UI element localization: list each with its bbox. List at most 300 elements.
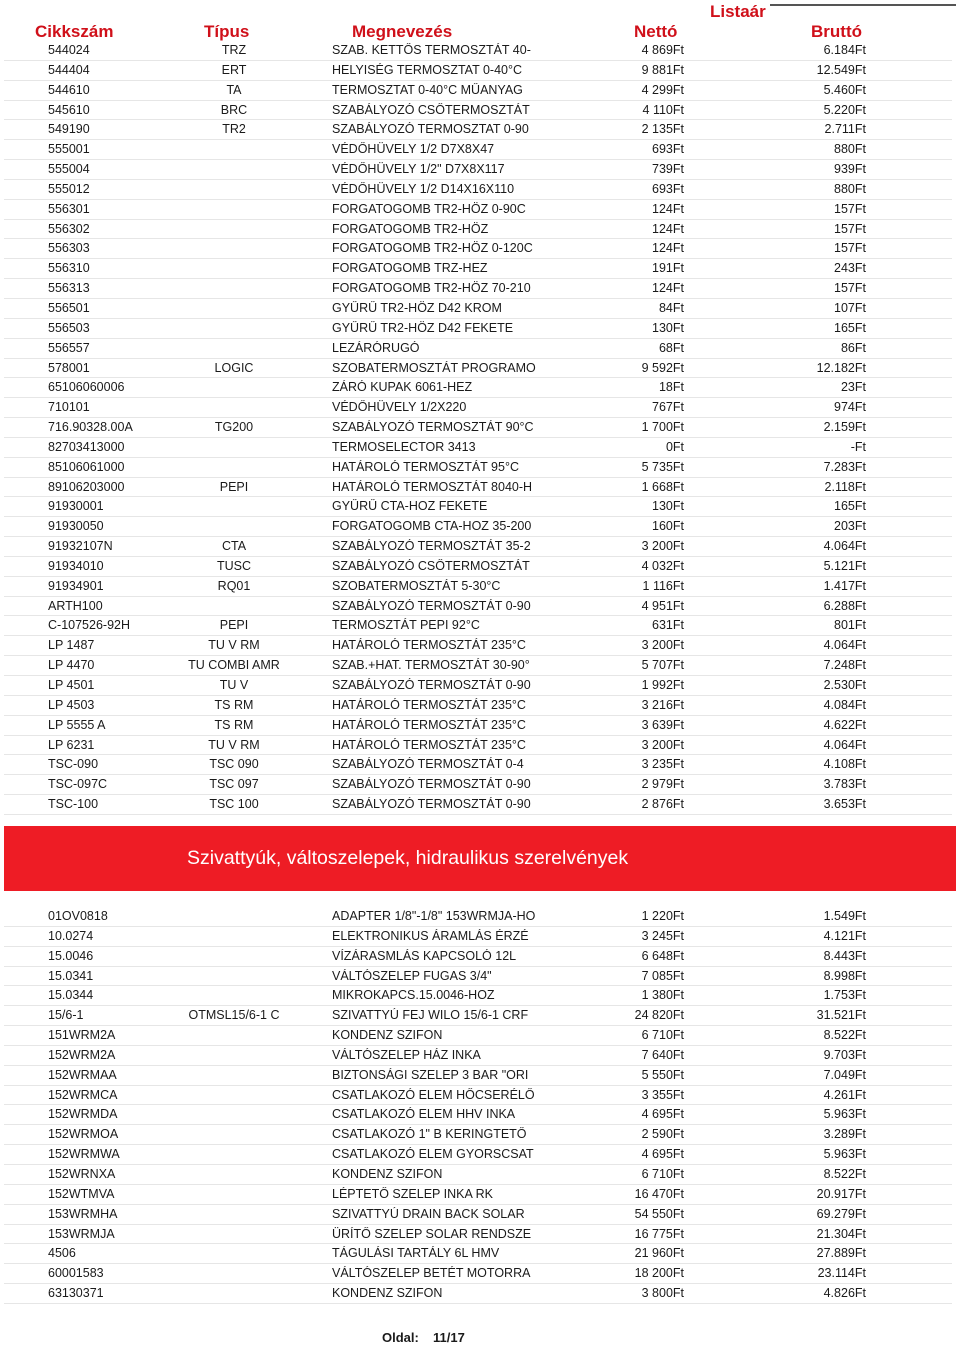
item-name: SZABÁLYOZÓ CSŐTERMOSZTÁT [332, 558, 530, 573]
item-code: 152WRMOA [48, 1127, 119, 1142]
item-name: KONDENZ SZIFON [332, 1028, 443, 1043]
item-code: 15.0046 [48, 948, 94, 963]
item-code: 152WRM2A [48, 1047, 116, 1062]
item-net-price: 16 775Ft [634, 1226, 684, 1241]
item-net-price: 6 710Ft [641, 1166, 684, 1181]
item-net-price: 4 110Ft [642, 102, 684, 117]
table-row [4, 458, 952, 478]
item-code: TSC-097C [48, 777, 108, 792]
item-type: TU V RM [208, 737, 260, 752]
item-name: SZABÁLYOZÓ TERMOSZTÁT 0-90 [332, 598, 531, 613]
item-name: VÉDŐHÜVELY 1/2 D14X16X110 [332, 181, 515, 196]
table-row [4, 200, 952, 220]
item-name: VÍZÁRASMLÁS KAPCSOLÓ 12L [332, 948, 517, 963]
item-gross-price: 157Ft [834, 201, 866, 216]
item-name: FORGATOGOMB TR2-HÖZ [332, 221, 489, 236]
item-net-price: 4 299Ft [641, 82, 684, 97]
item-code: 63130371 [48, 1286, 104, 1301]
item-code: LP 1487 [48, 638, 95, 653]
item-name: HATÁROLÓ TERMOSZTÁT 235°C [332, 638, 526, 653]
table-row [4, 438, 952, 458]
item-gross-price: 8.998Ft [823, 968, 866, 983]
item-name: MIKROKAPCS.15.0046-HOZ [332, 988, 495, 1003]
section-title: Szivattyúk, váltoszelepek, hidraulikus szerelvények [187, 847, 629, 869]
item-code: 65106060006 [48, 380, 125, 395]
item-name: CSATLAKOZÓ ELEM GYORSCSAT [332, 1147, 534, 1162]
item-name: SZIVATTYÚ FEJ WILO 15/6-1 CRF [332, 1008, 529, 1023]
item-net-price: 160Ft [652, 519, 684, 534]
item-name: SZABÁLYOZÓ TERMOSZTÁT 0-90 [332, 777, 531, 792]
item-gross-price: 23Ft [840, 380, 866, 395]
item-net-price: 9 592Ft [641, 360, 684, 375]
item-name: SZABÁLYOZÓ CSŐTERMOSZTÁT [332, 102, 530, 117]
item-gross-price: 69.279Ft [816, 1206, 866, 1221]
item-name: HATÁROLÓ TERMOSZTÁT 235°C [332, 737, 526, 752]
page-number: 11/17 [433, 1330, 465, 1345]
table-row [4, 1225, 952, 1245]
item-gross-price: 4.064Ft [823, 539, 866, 554]
item-type: TG200 [214, 420, 254, 435]
item-name: VÉDŐHÜVELY 1/2" D7X8X117 [332, 162, 505, 177]
item-name: TERMOSZTAT 0-40°C MŰANYAG [332, 82, 523, 97]
item-gross-price: 8.443Ft [823, 948, 866, 963]
table-row [4, 1244, 952, 1264]
item-code: 544404 [48, 62, 90, 77]
header-megnevezes: Megnevezés [352, 22, 453, 41]
item-name: FORGATOGOMB TR2-HÖZ 0-120C [332, 241, 533, 256]
item-code: 556503 [48, 320, 90, 335]
table-row [4, 239, 952, 259]
item-gross-price: 5.220Ft [823, 102, 866, 117]
header-listaar: Listaár [710, 2, 766, 21]
item-net-price: 3 800Ft [641, 1286, 684, 1301]
item-net-price: 124Ft [652, 221, 684, 236]
item-name: TERMOSELECTOR 3413 [332, 439, 476, 454]
item-code: 556310 [48, 261, 90, 276]
table-row [4, 398, 952, 418]
item-name: GYŰRŰ TR2-HÖZ D42 FEKETE [332, 320, 514, 335]
table-row [4, 1284, 952, 1304]
table-row [4, 180, 952, 200]
item-gross-price: 974Ft [834, 400, 866, 415]
item-net-price: 9 881Ft [641, 62, 684, 77]
page-label: Oldal: [382, 1330, 419, 1345]
item-code: 152WRNXA [48, 1166, 116, 1181]
table-row [4, 319, 952, 339]
item-type: TA [226, 82, 242, 97]
item-code: 545610 [48, 102, 90, 117]
item-net-price: 3 216Ft [641, 697, 684, 712]
item-net-price: 6 710Ft [641, 1028, 684, 1043]
item-type: CTA [221, 539, 247, 554]
table-row [4, 656, 952, 676]
item-type: LOGIC [214, 360, 254, 375]
table-row [4, 795, 952, 815]
item-gross-price: 2.711Ft [824, 122, 866, 137]
item-code: 556303 [48, 241, 90, 256]
item-gross-price: 243Ft [834, 261, 866, 276]
table-row [4, 1066, 952, 1086]
item-net-price: 18 200Ft [634, 1266, 684, 1281]
item-net-price: 7 085Ft [641, 968, 684, 983]
table-row [4, 517, 952, 537]
item-gross-price: 7.248Ft [823, 658, 866, 673]
header-divider [770, 4, 956, 6]
item-code: 556301 [48, 201, 90, 216]
item-type: TSC 097 [209, 777, 259, 792]
table-row [4, 61, 952, 81]
item-name: VÉDŐHÜVELY 1/2X220 [332, 400, 467, 415]
table-row [4, 1105, 952, 1125]
table-row [4, 736, 952, 756]
item-type: ERT [221, 62, 247, 77]
item-type: TSC 100 [209, 797, 259, 812]
item-name: FORGATOGOMB TR2-HÖZ 70-210 [332, 281, 531, 296]
item-name: ZÁRÓ KUPAK 6061-HEZ [332, 380, 473, 395]
item-net-price: 2 135Ft [641, 122, 684, 137]
item-net-price: 5 550Ft [641, 1067, 684, 1082]
section-banner [4, 826, 956, 891]
item-gross-price: 9.703Ft [823, 1047, 866, 1062]
item-code: 152WTMVA [48, 1186, 115, 1201]
table-row [4, 557, 952, 577]
table-row [4, 716, 952, 736]
item-code: 152WRMDA [48, 1107, 118, 1122]
item-code: LP 4503 [48, 697, 95, 712]
item-name: SZAB. KETTŐS TERMOSZTÁT 40- [332, 43, 531, 57]
table-row [4, 755, 952, 775]
item-name: SZABÁLYOZÓ TERMOSZTÁT 0-90 [332, 797, 531, 812]
item-code: 710101 [48, 400, 90, 415]
item-gross-price: 165Ft [834, 320, 866, 335]
item-code: 544024 [48, 43, 90, 57]
item-net-price: 1 992Ft [641, 678, 684, 692]
item-net-price: 5 707Ft [641, 658, 684, 673]
item-type: TU COMBI AMR [188, 658, 280, 673]
item-net-price: 4 032Ft [641, 558, 684, 573]
table-row [4, 1125, 952, 1145]
item-code: LP 6231 [48, 737, 95, 752]
item-net-price: 0Ft [665, 439, 684, 454]
item-gross-price: 4.084Ft [823, 697, 866, 712]
item-name: ELEKTRONIKUS ÁRAMLÁS ÉRZÉ [332, 928, 529, 943]
item-type: PEPI [219, 479, 249, 494]
item-code: 60001583 [48, 1266, 104, 1281]
item-name: CSATLAKOZÓ ELEM HHV INKA [332, 1107, 516, 1122]
item-code: 91934901 [48, 578, 104, 593]
item-net-price: 2 979Ft [641, 777, 684, 792]
item-net-price: 130Ft [652, 320, 684, 335]
item-code: TSC-090 [48, 757, 99, 772]
table-row [4, 497, 952, 517]
item-name: SZABÁLYOZÓ TERMOSZTÁT 90°C [332, 420, 534, 435]
header-brutto: Bruttó [811, 22, 862, 41]
item-name: TÁGULÁSI TARTÁLY 6L HMV [332, 1246, 500, 1261]
item-name: FORGATOGOMB TRZ-HEZ [332, 261, 488, 276]
item-gross-price: 157Ft [834, 281, 866, 296]
item-code: 153WRMHA [48, 1206, 118, 1221]
item-type: PEPI [219, 618, 249, 633]
item-gross-price: 12.549Ft [816, 62, 866, 77]
item-gross-price: 31.521Ft [816, 1008, 866, 1023]
item-name: HATÁROLÓ TERMOSZTÁT 8040-H [332, 479, 533, 494]
item-code: 91934010 [48, 558, 104, 573]
item-name: LÉPTETŐ SZELEP INKA RK [332, 1186, 493, 1201]
table-row [4, 41, 952, 61]
header-tipus: Típus [204, 22, 250, 41]
item-net-price: 631Ft [652, 618, 684, 633]
item-net-price: 3 200Ft [641, 737, 684, 752]
item-net-price: 68Ft [658, 340, 684, 355]
item-gross-price: 880Ft [834, 181, 866, 196]
table-row [4, 140, 952, 160]
item-net-price: 739Ft [652, 162, 684, 177]
item-net-price: 124Ft [652, 201, 684, 216]
table-row [4, 259, 952, 279]
item-net-price: 3 200Ft [641, 539, 684, 554]
item-code: 544610 [48, 82, 90, 97]
item-gross-price: 5.963Ft [823, 1147, 866, 1162]
item-net-price: 21 960Ft [634, 1246, 684, 1261]
item-gross-price: 21.304Ft [816, 1226, 866, 1241]
item-code: C-107526-92H [48, 618, 130, 633]
table-row [4, 597, 952, 617]
item-gross-price: 4.826Ft [823, 1286, 866, 1301]
table-row [4, 775, 952, 795]
table-row [4, 696, 952, 716]
item-name: GYŰRŰ CTA-HOZ FEKETE [332, 499, 488, 514]
item-gross-price: 20.917Ft [816, 1186, 866, 1201]
table-row [4, 120, 952, 140]
item-gross-price: 2.159Ft [823, 420, 866, 435]
table-row [4, 101, 952, 121]
item-type: TU V [219, 678, 249, 692]
item-code: 555004 [48, 162, 90, 177]
item-code: 151WRM2A [48, 1028, 116, 1043]
item-name: SZABÁLYOZÓ TERMOSZTAT 0-90 [332, 122, 529, 137]
item-net-price: 124Ft [652, 241, 684, 256]
item-code: LP 5555 A [48, 717, 106, 732]
item-gross-price: 27.889Ft [816, 1246, 866, 1261]
item-net-price: 7 640Ft [641, 1047, 684, 1062]
item-gross-price: 1.549Ft [823, 909, 866, 923]
item-code: 91932107N [48, 539, 113, 554]
table-row [4, 339, 952, 359]
item-gross-price: 4.064Ft [823, 737, 866, 752]
item-net-price: 3 639Ft [641, 717, 684, 732]
item-gross-price: 4.121Ft [823, 928, 866, 943]
item-net-price: 4 695Ft [641, 1147, 684, 1162]
item-gross-price: 4.261Ft [823, 1087, 866, 1102]
item-gross-price: 939Ft [834, 162, 866, 177]
item-gross-price: 801Ft [834, 618, 866, 633]
item-code: 15.0341 [48, 968, 94, 983]
item-gross-price: 5.460Ft [823, 82, 866, 97]
table-row [4, 359, 952, 379]
item-name: GYŰRŰ TR2-HÖZ D42 KROM [332, 300, 502, 315]
table-row [4, 676, 952, 696]
item-code: 91930001 [48, 499, 104, 514]
item-code: 82703413000 [48, 439, 125, 454]
table-row [4, 81, 952, 101]
item-type: TRZ [221, 43, 247, 57]
table-row [4, 1086, 952, 1106]
item-gross-price: 4.064Ft [823, 638, 866, 653]
item-net-price: 4 695Ft [641, 1107, 684, 1122]
item-net-price: 54 550Ft [634, 1206, 684, 1221]
item-code: 549190 [48, 122, 90, 137]
item-code: LP 4470 [48, 658, 95, 673]
item-gross-price: 2.530Ft [823, 678, 866, 692]
item-type: TR2 [222, 122, 246, 137]
item-code: 10.0274 [48, 928, 94, 943]
item-gross-price: 7.283Ft [823, 459, 866, 474]
item-name: LEZÁRÓRUGÓ [332, 340, 420, 355]
item-gross-price: 23.114Ft [817, 1266, 866, 1281]
table-row [4, 220, 952, 240]
item-net-price: 3 235Ft [641, 757, 684, 772]
item-code: 578001 [48, 360, 90, 375]
item-name: VÉDŐHÜVELY 1/2 D7X8X47 [332, 142, 495, 157]
item-type: TSC 090 [209, 757, 259, 772]
item-name: SZABÁLYOZÓ TERMOSZTÁT 0-4 [332, 757, 524, 772]
table-row [4, 1006, 952, 1026]
price-table-thermostats [4, 41, 952, 815]
header-netto: Nettó [634, 22, 678, 41]
item-code: ARTH100 [48, 598, 103, 613]
item-gross-price: 1.417Ft [823, 578, 866, 593]
item-name: ADAPTER 1/8"-1/8" 153WRMJA-HO [332, 909, 536, 923]
header-cikkszam: Cikkszám [35, 22, 114, 41]
item-code: 556302 [48, 221, 90, 236]
item-name: SZIVATTYÚ DRAIN BACK SOLAR [332, 1206, 525, 1221]
item-type: OTMSL15/6-1 C [188, 1008, 280, 1023]
item-gross-price: 6.184Ft [823, 43, 866, 57]
item-gross-price: 107Ft [834, 300, 866, 315]
table-row [4, 1205, 952, 1225]
item-name: ÜRÍTŐ SZELEP SOLAR RENDSZE [332, 1226, 532, 1241]
item-gross-price: 5.121Ft [823, 558, 866, 573]
item-net-price: 693Ft [652, 142, 684, 157]
item-type: TS RM [214, 717, 254, 732]
table-row [4, 907, 952, 927]
item-gross-price: 12.182Ft [816, 360, 866, 375]
item-code: 555001 [48, 142, 90, 157]
item-code: 152WRMWA [48, 1147, 120, 1162]
item-net-price: 5 735Ft [641, 459, 684, 474]
item-gross-price: 4.622Ft [823, 717, 866, 732]
item-net-price: 1 220Ft [641, 909, 684, 923]
item-code: LP 4501 [48, 678, 95, 692]
item-type: TUSC [216, 558, 252, 573]
table-row [4, 1046, 952, 1066]
table-row [4, 947, 952, 967]
table-row [4, 1145, 952, 1165]
item-name: HATÁROLÓ TERMOSZTÁT 235°C [332, 717, 526, 732]
item-type: TS RM [214, 697, 254, 712]
table-row [4, 378, 952, 398]
item-net-price: 1 380Ft [641, 988, 684, 1003]
item-name: SZOBATERMOSZTÁT PROGRAMO [332, 360, 536, 375]
item-gross-price: 880Ft [834, 142, 866, 157]
item-code: 01OV0818 [48, 909, 108, 923]
item-name: SZABÁLYOZÓ TERMOSZTÁT 35-2 [332, 539, 531, 554]
table-row [4, 418, 952, 438]
item-code: 716.90328.00A [48, 420, 133, 435]
item-net-price: 4 869Ft [641, 43, 684, 57]
item-net-price: 6 648Ft [641, 948, 684, 963]
item-code: 556557 [48, 340, 90, 355]
item-name: FORGATOGOMB CTA-HOZ 35-200 [332, 519, 532, 534]
table-row [4, 986, 952, 1006]
item-code: 15.0344 [48, 988, 94, 1003]
item-net-price: 2 590Ft [641, 1127, 684, 1142]
item-gross-price: -Ft [850, 439, 866, 454]
item-name: BIZTONSÁGI SZELEP 3 BAR "ORI [332, 1067, 529, 1082]
item-code: 91930050 [48, 519, 104, 534]
item-type: BRC [220, 102, 248, 117]
item-net-price: 18Ft [658, 380, 684, 395]
item-name: VÁLTÓSZELEP BETÉT MOTORRA [332, 1266, 531, 1281]
table-row [4, 160, 952, 180]
item-net-price: 1 700Ft [641, 420, 684, 435]
item-code: 152WRMCA [48, 1087, 118, 1102]
item-net-price: 767Ft [652, 400, 684, 415]
item-net-price: 4 951Ft [641, 598, 684, 613]
item-code: 4506 [48, 1246, 76, 1261]
item-code: 153WRMJA [48, 1226, 115, 1241]
item-gross-price: 8.522Ft [823, 1028, 866, 1043]
item-net-price: 24 820Ft [634, 1008, 684, 1023]
item-code: 556313 [48, 281, 90, 296]
item-gross-price: 6.288Ft [823, 598, 866, 613]
item-net-price: 124Ft [652, 281, 684, 296]
price-table-pumps [4, 907, 952, 1304]
item-gross-price: 165Ft [834, 499, 866, 514]
table-row [4, 537, 952, 557]
item-name: VÁLTÓSZELEP FUGAS 3/4" [332, 968, 492, 983]
item-type: RQ01 [217, 578, 251, 593]
item-name: KONDENZ SZIFON [332, 1286, 443, 1301]
item-code: TSC-100 [48, 797, 99, 812]
item-net-price: 3 355Ft [641, 1087, 684, 1102]
item-net-price: 130Ft [652, 499, 684, 514]
item-name: CSATLAKOZÓ 1" B KERINGTETŐ [332, 1127, 527, 1142]
item-code: 89106203000 [48, 479, 125, 494]
item-gross-price: 8.522Ft [823, 1166, 866, 1181]
item-net-price: 3 200Ft [641, 638, 684, 653]
item-gross-price: 2.118Ft [824, 479, 866, 494]
item-name: HATÁROLÓ TERMOSZTÁT 235°C [332, 697, 526, 712]
item-net-price: 84Ft [658, 300, 684, 315]
item-type: TU V RM [208, 638, 260, 653]
item-gross-price: 3.783Ft [823, 777, 866, 792]
item-name: SZAB.+HAT. TERMOSZTÁT 30-90° [332, 658, 530, 673]
item-name: FORGATOGOMB TR2-HÖZ 0-90C [332, 201, 526, 216]
table-row [4, 279, 952, 299]
item-net-price: 1 116Ft [642, 578, 684, 593]
table-row [4, 577, 952, 597]
item-gross-price: 7.049Ft [823, 1067, 866, 1082]
table-row [4, 967, 952, 987]
item-net-price: 2 876Ft [641, 797, 684, 812]
item-name: HELYISÉG TERMOSZTAT 0-40°C [332, 62, 522, 77]
table-header [0, 0, 960, 40]
item-name: HATÁROLÓ TERMOSZTÁT 95°C [332, 459, 519, 474]
item-gross-price: 157Ft [834, 221, 866, 236]
table-row [4, 636, 952, 656]
item-gross-price: 4.108Ft [823, 757, 866, 772]
